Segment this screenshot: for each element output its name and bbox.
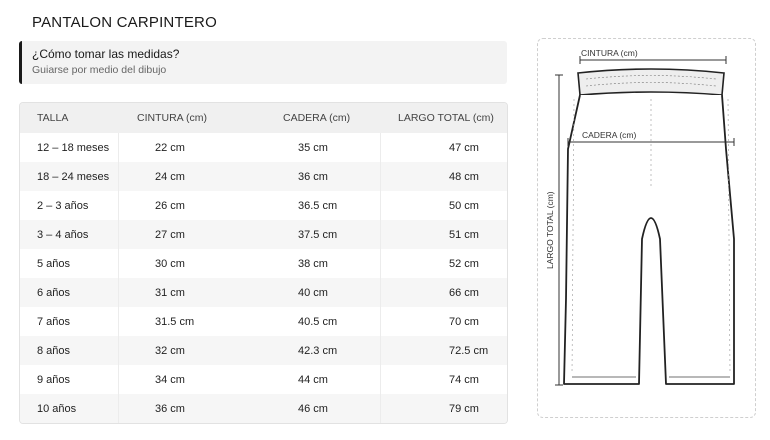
cell-talla: 8 años xyxy=(37,344,71,357)
cell-talla: 7 años xyxy=(37,315,71,328)
cell-cadera: 38 cm xyxy=(298,257,328,270)
header-talla: TALLA xyxy=(37,112,69,124)
cell-cintura: 31.5 cm xyxy=(118,307,238,336)
measure-tip-box xyxy=(19,41,507,84)
table-row xyxy=(20,220,507,249)
cell-cadera: 36.5 cm xyxy=(298,199,338,212)
cell-cintura: 32 cm xyxy=(118,336,238,365)
cell-largo: 50 cm xyxy=(380,191,507,220)
cell-talla: 9 años xyxy=(37,373,71,386)
cell-cintura: 26 cm xyxy=(118,191,238,220)
table-header-row xyxy=(20,103,507,133)
cell-cintura: 34 cm xyxy=(118,365,238,394)
cell-cadera: 42.3 cm xyxy=(298,344,338,357)
table-row xyxy=(20,249,507,278)
cell-cadera: 46 cm xyxy=(298,402,328,415)
hip-label: CADERA (cm) xyxy=(582,130,637,140)
table-row xyxy=(20,133,507,162)
header-cadera: CADERA (cm) xyxy=(283,112,351,124)
cell-cintura: 31 cm xyxy=(118,278,238,307)
tip-question: ¿Cómo tomar las medidas? xyxy=(32,47,180,61)
waistband-shape xyxy=(578,69,724,95)
cell-largo: 72.5 cm xyxy=(380,336,507,365)
cell-cadera: 40 cm xyxy=(298,286,328,299)
pants-illustration xyxy=(538,39,757,419)
cell-talla: 6 años xyxy=(37,286,71,299)
cell-talla: 5 años xyxy=(37,257,71,270)
cell-cadera: 44 cm xyxy=(298,373,328,386)
size-table xyxy=(19,102,508,424)
cell-talla: 3 – 4 años xyxy=(37,228,89,241)
header-largo-total: LARGO TOTAL (cm) xyxy=(398,112,494,124)
table-row xyxy=(20,365,507,394)
table-row xyxy=(20,278,507,307)
cell-largo: 79 cm xyxy=(380,394,507,423)
header-cintura: CINTURA (cm) xyxy=(137,112,207,124)
measurement-diagram xyxy=(537,38,756,418)
cell-cintura: 30 cm xyxy=(118,249,238,278)
cell-cadera: 37.5 cm xyxy=(298,228,338,241)
table-row xyxy=(20,307,507,336)
cell-largo: 70 cm xyxy=(380,307,507,336)
cell-largo: 51 cm xyxy=(380,220,507,249)
table-row xyxy=(20,336,507,365)
table-row xyxy=(20,394,507,423)
cell-cadera: 36 cm xyxy=(298,170,328,183)
tip-subtitle: Guiarse por medio del dibujo xyxy=(32,64,167,76)
cell-largo: 52 cm xyxy=(380,249,507,278)
cell-largo: 66 cm xyxy=(380,278,507,307)
cell-cadera: 35 cm xyxy=(298,141,328,154)
cell-cintura: 36 cm xyxy=(118,394,238,423)
cell-cintura: 27 cm xyxy=(118,220,238,249)
cell-talla: 12 – 18 meses xyxy=(37,141,110,154)
cell-cintura: 24 cm xyxy=(118,162,238,191)
cell-largo: 47 cm xyxy=(380,133,507,162)
page-title: PANTALON CARPINTERO xyxy=(32,14,217,31)
waist-label: CINTURA (cm) xyxy=(581,48,638,58)
table-row xyxy=(20,162,507,191)
cell-cadera: 40.5 cm xyxy=(298,315,338,328)
length-label: LARGO TOTAL (cm) xyxy=(545,191,555,269)
cell-talla: 18 – 24 meses xyxy=(37,170,110,183)
cell-talla: 2 – 3 años xyxy=(37,199,89,212)
cell-largo: 48 cm xyxy=(380,162,507,191)
cell-talla: 10 años xyxy=(37,402,77,415)
cell-largo: 74 cm xyxy=(380,365,507,394)
table-row xyxy=(20,191,507,220)
cell-cintura: 22 cm xyxy=(118,133,238,162)
